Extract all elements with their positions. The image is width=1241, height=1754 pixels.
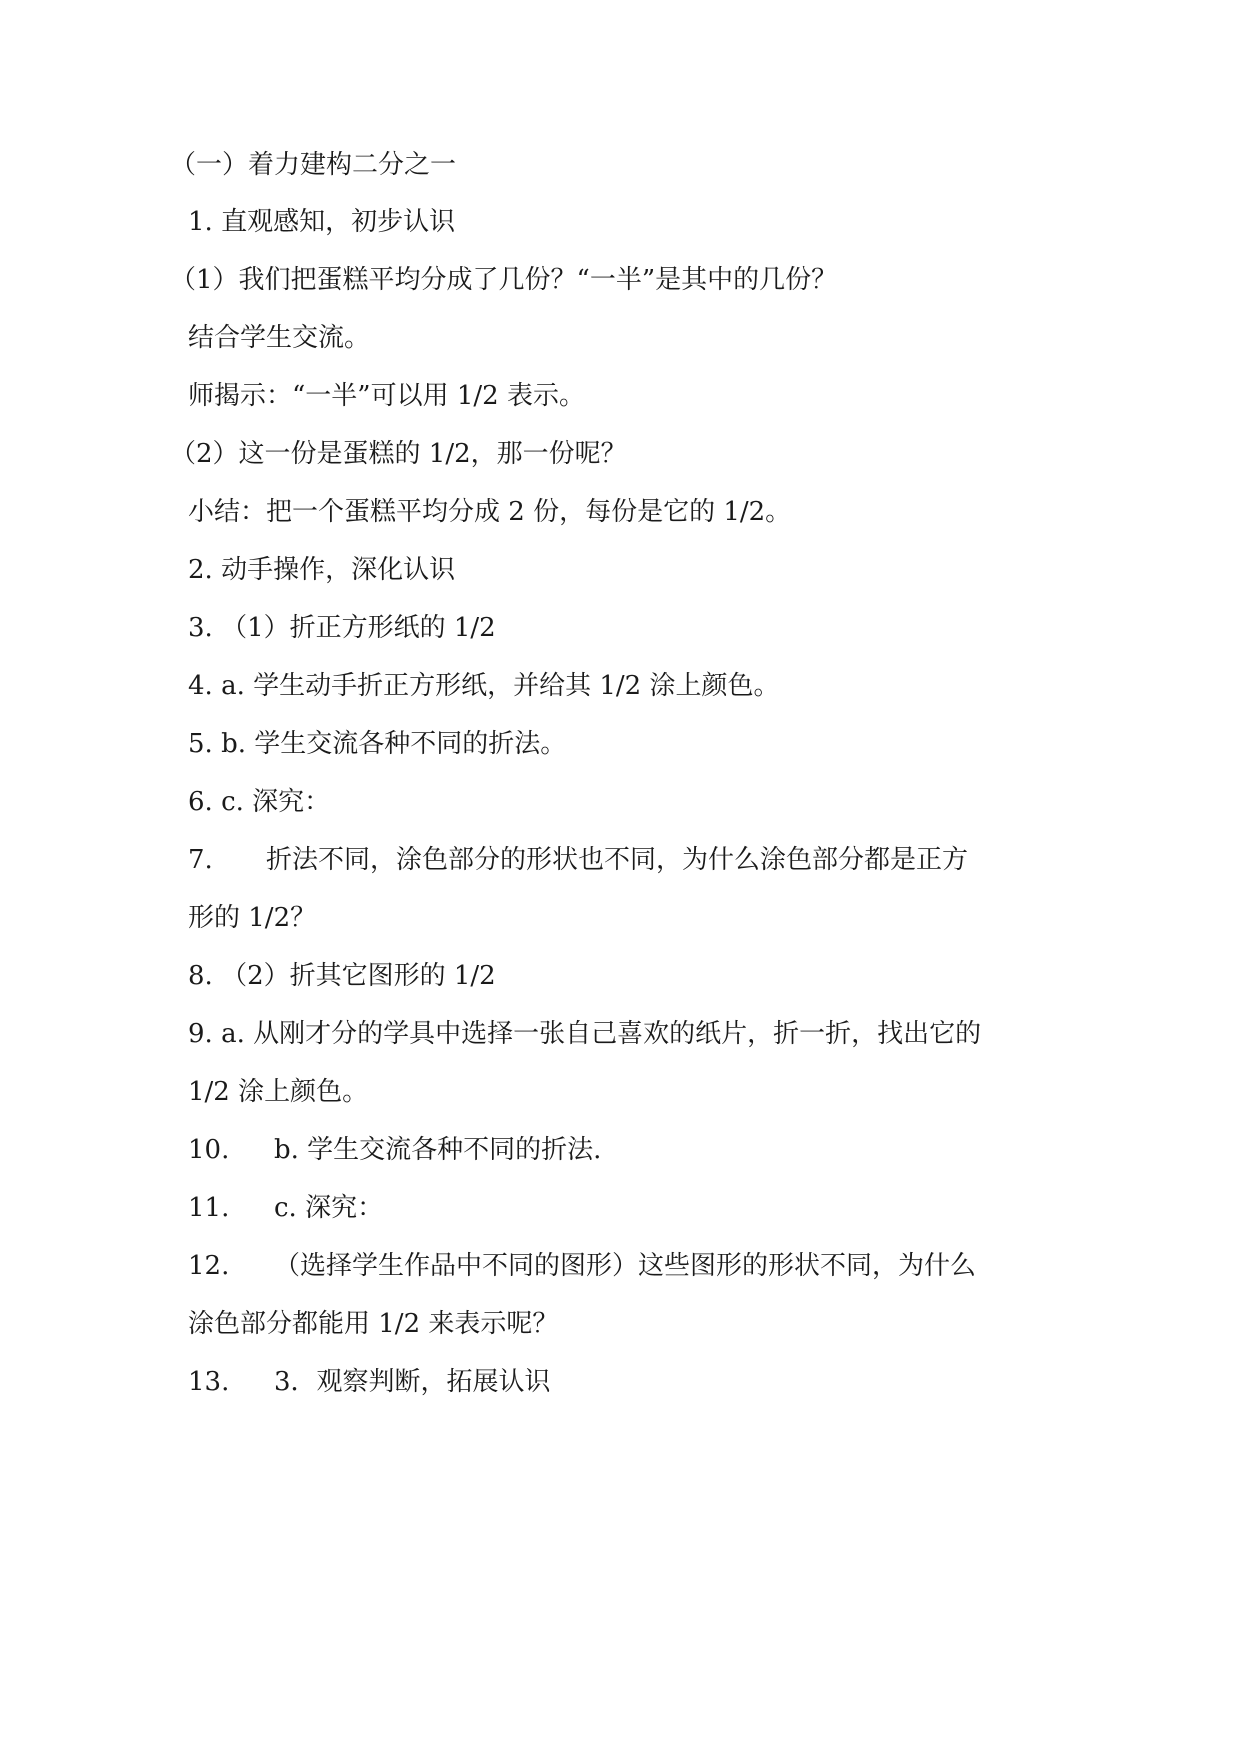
paragraph-14: 8. （2）折其它图形的 1/2 [188,961,496,991]
paragraph-text: 3．观察判断，拓展认识 [274,1367,551,1397]
paragraph-12 [188,840,1058,880]
paragraph-20: 涂色部分都能用 1/2 来表示呢？ [188,1309,559,1339]
list-number: 7. [188,845,213,875]
paragraph-text: c. 深究： [274,1193,384,1223]
paragraph-1: 1. 直观感知，初步认识 [188,207,456,237]
paragraph-16: 1/2 涂上颜色。 [188,1077,369,1107]
paragraph-8: 3. （1）折正方形纸的 1/2 [188,613,496,643]
paragraph-11: 6. c. 深究： [188,787,331,817]
paragraph-5: （2）这一份是蛋糕的 1/2，那一份呢？ [170,439,627,469]
paragraph-19 [188,1246,1058,1286]
paragraph-9: 4. a. 学生动手折正方形纸，并给其 1/2 涂上颜色。 [188,671,780,701]
paragraph-15: 9. a. 从刚才分的学具中选择一张自己喜欢的纸片，折一折，找出它的 [188,1019,982,1049]
paragraph-text: 折法不同，涂色部分的形状也不同，为什么涂色部分都是正方 [266,845,969,875]
list-number: 13. [188,1367,230,1397]
section-heading: （一）着力建构二分之一 [170,150,457,180]
paragraph-4: 师揭示：“一半”可以用 1/2 表示。 [188,381,585,411]
list-number: 12. [188,1251,230,1281]
paragraph-3: 结合学生交流。 [188,323,371,353]
paragraph-10: 5. b. 学生交流各种不同的折法。 [188,729,567,759]
paragraph-13: 形的 1/2？ [188,903,317,933]
paragraph-17 [188,1130,1058,1170]
paragraph-2: （1）我们把蛋糕平均分成了几份？“一半”是其中的几份？ [170,265,838,295]
paragraph-text: b. 学生交流各种不同的折法. [274,1135,602,1165]
list-number: 10. [188,1135,230,1165]
paragraph-18 [188,1188,1058,1228]
paragraph-21 [188,1362,1058,1402]
paragraph-text: （选择学生作品中不同的图形）这些图形的形状不同，为什么 [274,1251,977,1281]
paragraph-7: 2. 动手操作，深化认识 [188,555,456,585]
paragraph-6: 小结：把一个蛋糕平均分成 2 份，每份是它的 1/2。 [188,497,792,527]
list-number: 11. [188,1193,230,1223]
